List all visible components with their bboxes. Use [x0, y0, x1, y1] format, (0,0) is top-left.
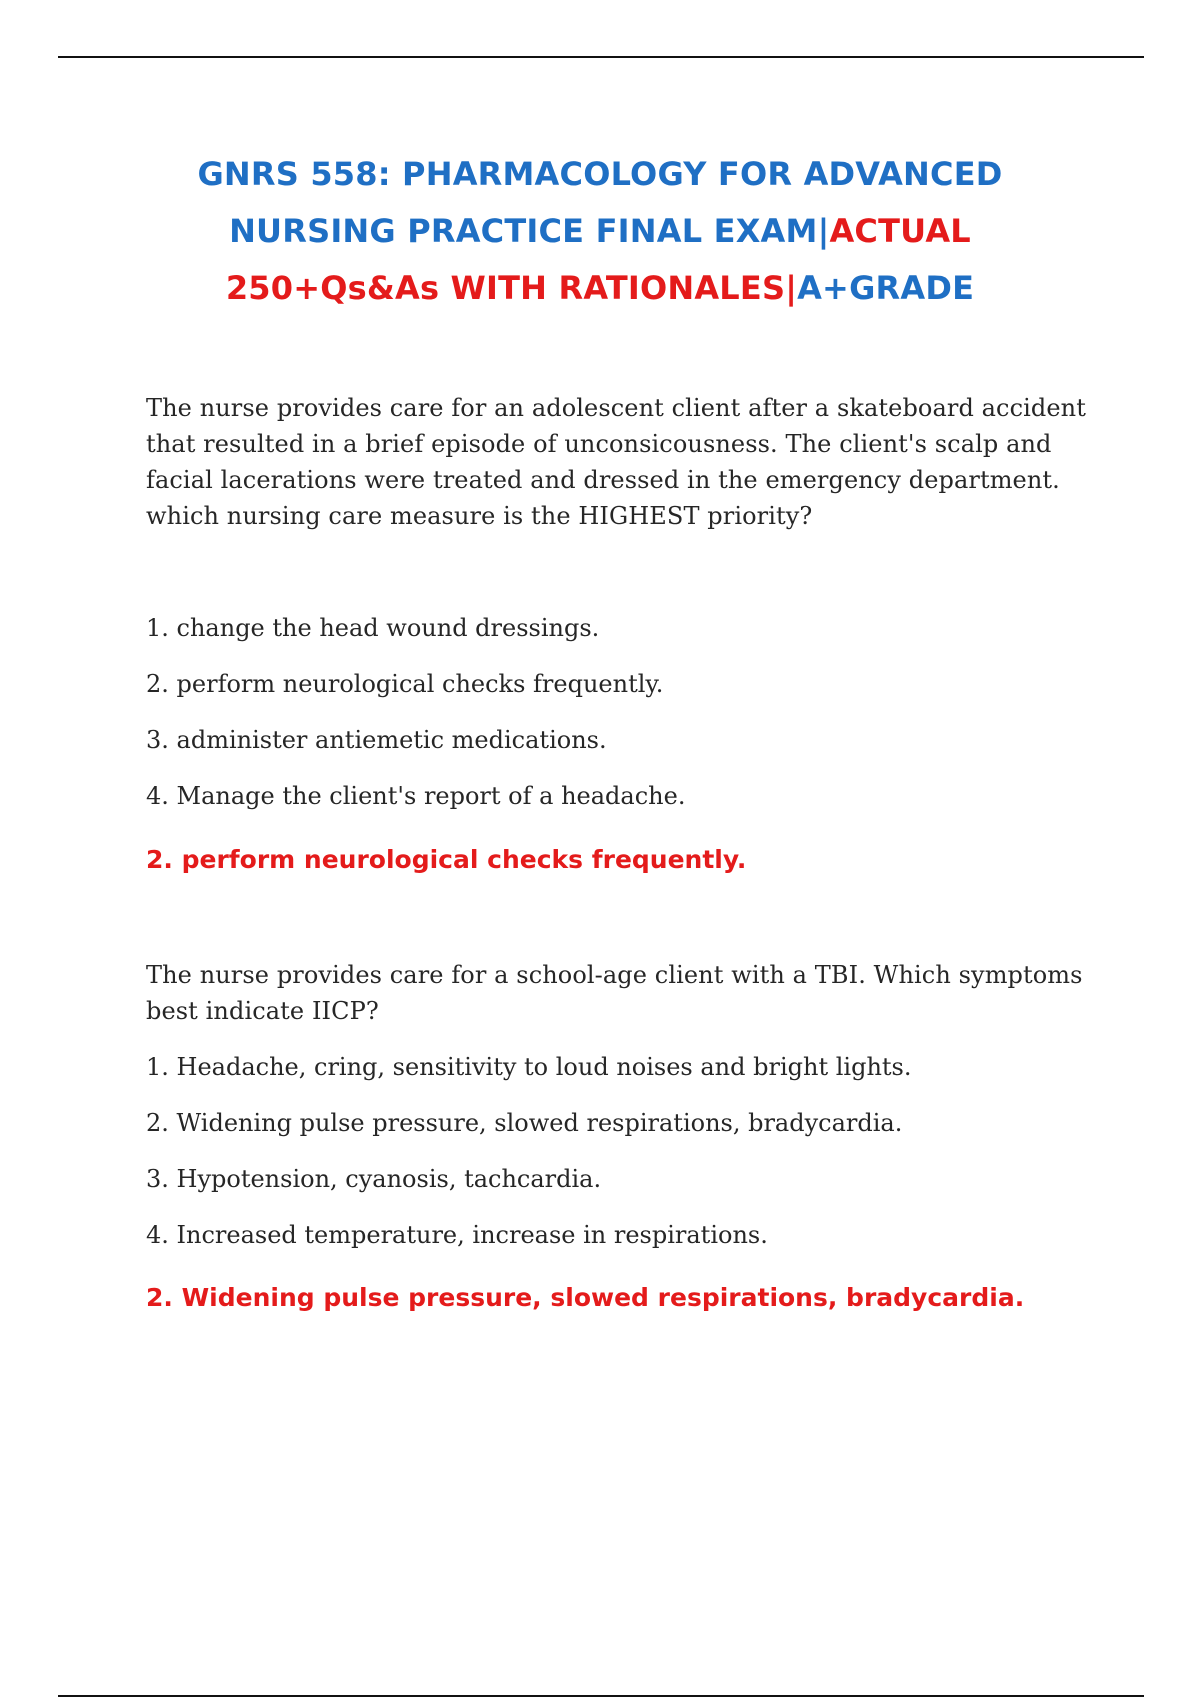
title-line-3-red: 250+Qs&As WITH RATIONALES| [225, 269, 798, 307]
title-line-3-blue: A+GRADE [797, 269, 975, 307]
title-line-1: GNRS 558: PHARMACOLOGY FOR ADVANCED [197, 155, 1003, 193]
question-2-answer: 2. Widening pulse pressure, slowed respirations, bradycardia. [146, 1283, 1025, 1312]
question-1-text: The nurse provides care for an adolescent client after a skateboard accident that resulted in a brief episode of unconsicousness. The client's scalp and facial lacerations were treated and dressed in the emergency department. which nursing care measure is the HIGHEST priority? [146, 394, 1086, 530]
question-2-option-1: 1. Headache, cring, sensitivity to loud noises and bright lights. [146, 1053, 912, 1081]
document-title [100, 146, 1100, 317]
question-2-option-4: 4. Increased temperature, increase in respirations. [146, 1221, 768, 1249]
question-1-option-1: 1. change the head wound dressings. [146, 614, 600, 642]
bottom-rule [58, 1695, 1144, 1697]
title-line-2-red: ACTUAL [829, 212, 971, 250]
question-2-option-3: 3. Hypotension, cyanosis, tachcardia. [146, 1165, 602, 1193]
title-line-3 [100, 260, 1100, 317]
top-rule [58, 56, 1144, 58]
question-1-option-4: 4. Manage the client's report of a headache. [146, 782, 686, 810]
question-2-option-2: 2. Widening pulse pressure, slowed respirations, bradycardia. [146, 1109, 903, 1137]
question-2-text: The nurse provides care for a school-age client with a TBI. Which symptoms best indicate IICP? [146, 961, 1083, 1025]
title-line-2-blue: NURSING PRACTICE FINAL EXAM| [229, 212, 830, 250]
question-1-option-2: 2. perform neurological checks frequently. [146, 670, 664, 698]
title-line-2 [100, 203, 1100, 260]
question-1-answer: 2. perform neurological checks frequently. [146, 845, 747, 874]
question-1-option-3: 3. administer antiemetic medications. [146, 726, 607, 754]
